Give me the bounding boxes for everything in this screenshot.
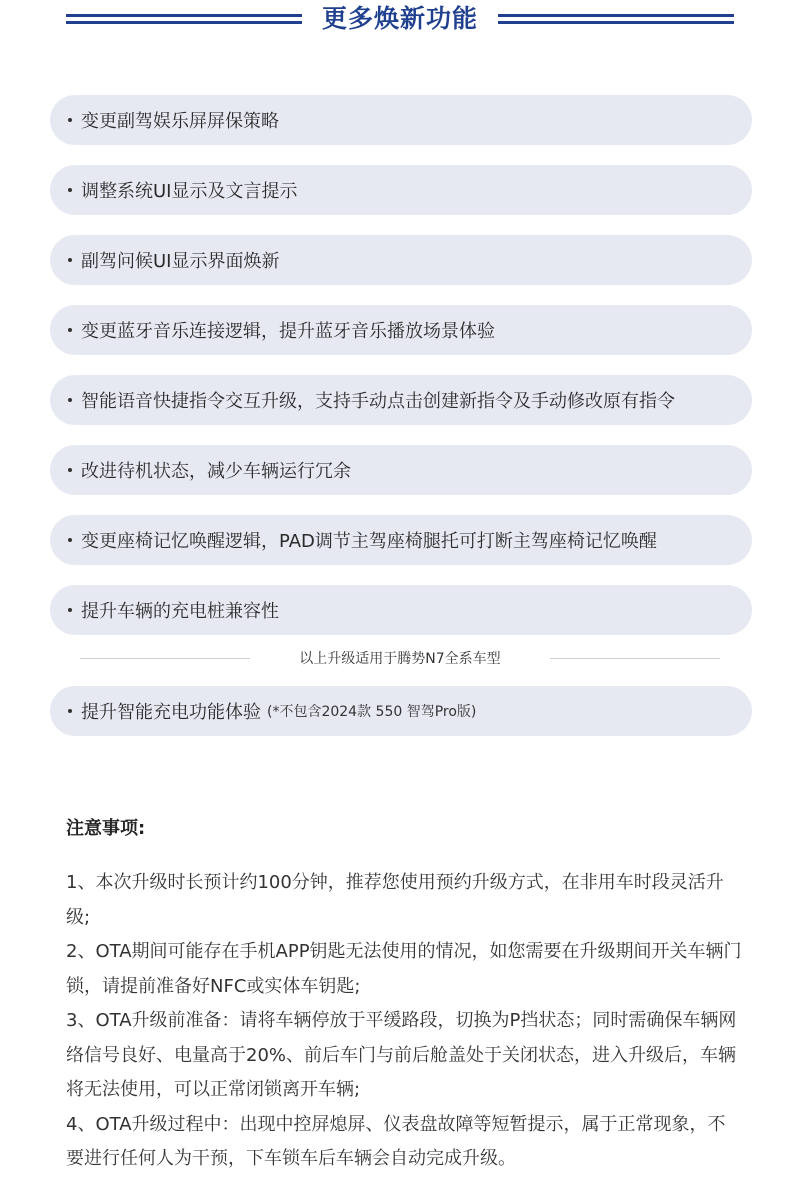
- feature-item: [50, 165, 752, 215]
- feature-label: 副驾问候UI显示界面焕新: [81, 251, 280, 272]
- divider-left-rule: [80, 658, 250, 659]
- feature-note: (*不包含2024款 550 智驾Pro版): [267, 704, 477, 720]
- bullet-icon: [68, 538, 72, 542]
- notes-title: 注意事项:: [66, 818, 146, 839]
- bullet-icon: [68, 709, 72, 713]
- header-left-rule: [66, 14, 302, 24]
- notes-section: [66, 814, 742, 1177]
- bullet-icon: [68, 188, 72, 192]
- bullet-icon: [68, 398, 72, 402]
- feature-label: 变更副驾娱乐屏屏保策略: [81, 111, 279, 132]
- feature-label: 提升智能充电功能体验: [81, 702, 261, 723]
- note-paragraph: 2、OTA期间可能存在手机APP钥匙无法使用的情况，如您需要在升级期间开关车辆门锁，请提前准备好NFC或实体车钥匙;: [66, 941, 742, 997]
- bullet-icon: [68, 328, 72, 332]
- feature-item: [50, 235, 752, 285]
- bullet-icon: [68, 468, 72, 472]
- extra-feature-container: [50, 686, 752, 756]
- feature-item: [50, 375, 752, 425]
- feature-item: [50, 515, 752, 565]
- feature-item: [50, 686, 752, 736]
- feature-label: 调整系统UI显示及文言提示: [81, 181, 298, 202]
- divider-caption: 以上升级适用于腾势N7全系车型: [299, 651, 501, 667]
- feature-label: 提升车辆的充电桩兼容性: [81, 601, 279, 622]
- feature-item: [50, 305, 752, 355]
- feature-label: 改进待机状态，减少车辆运行冗余: [81, 461, 351, 482]
- feature-item: [50, 585, 752, 635]
- feature-item: [50, 95, 752, 145]
- bullet-icon: [68, 118, 72, 122]
- note-paragraph: 4、OTA升级过程中：出现中控屏熄屏、仪表盘故障等短暂提示，属于正常现象，不要进行任何人为干预，下车锁车后车辆会自动完成升级。: [66, 1113, 726, 1169]
- feature-item: [50, 445, 752, 495]
- note-paragraph: 1、本次升级时长预计约100分钟，推荐您使用预约升级方式，在非用车时段灵活升级;: [66, 872, 724, 928]
- feature-label: 变更蓝牙音乐连接逻辑，提升蓝牙音乐播放场景体验: [81, 321, 495, 342]
- section-header: [0, 0, 800, 44]
- section-title: 更多焕新功能: [321, 4, 478, 33]
- header-right-rule: [498, 14, 734, 24]
- bullet-icon: [68, 608, 72, 612]
- divider-right-rule: [550, 658, 720, 659]
- feature-list: [50, 95, 752, 655]
- feature-label: 变更座椅记忆唤醒逻辑，PAD调节主驾座椅腿托可打断主驾座椅记忆唤醒: [81, 531, 657, 552]
- bullet-icon: [68, 258, 72, 262]
- feature-label: 智能语音快捷指令交互升级，支持手动点击创建新指令及手动修改原有指令: [81, 391, 675, 412]
- note-paragraph: 3、OTA升级前准备：请将车辆停放于平缓路段，切换为P挡状态；同时需确保车辆网络信号良好、电量高于20%、前后车门与前后舱盖处于关闭状态，进入升级后，车辆将无法使用，可以正常闭锁离开车辆;: [66, 1010, 737, 1100]
- applicability-divider: [80, 646, 720, 672]
